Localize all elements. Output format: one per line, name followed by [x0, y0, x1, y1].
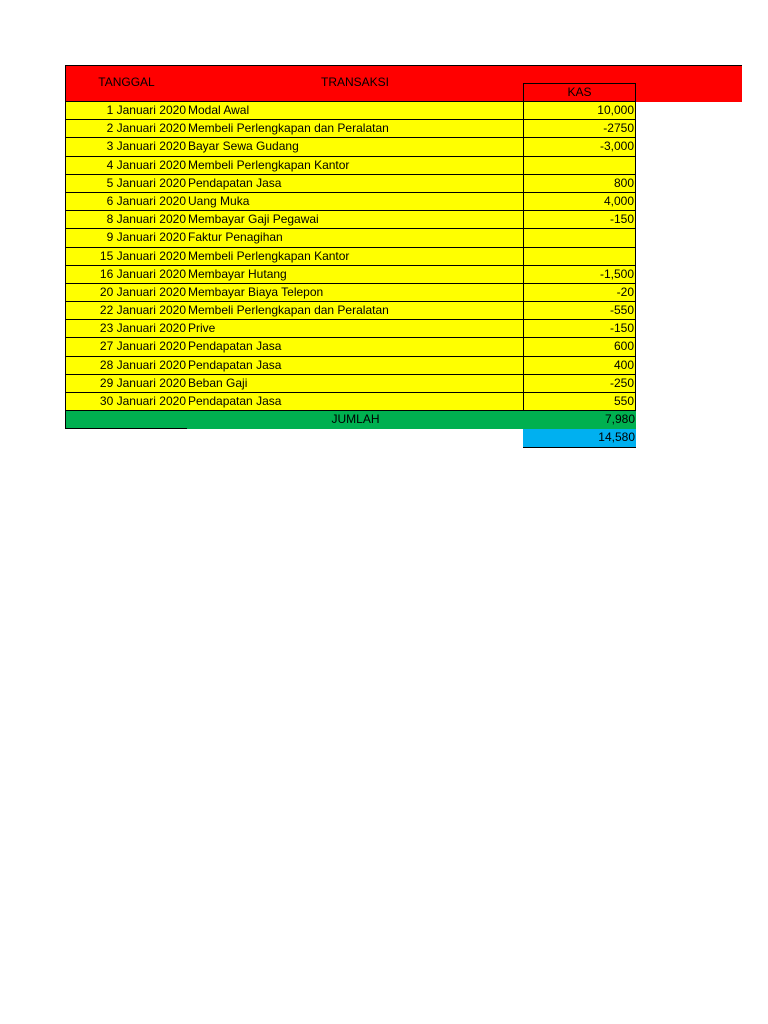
cell-transaksi[interactable]: Beban Gaji: [187, 375, 524, 393]
cell-kas[interactable]: -550: [523, 302, 636, 320]
balance-row: [65, 429, 742, 447]
table-row: [65, 302, 742, 320]
cell-transaksi[interactable]: Prive: [187, 320, 524, 338]
table-row: [65, 266, 742, 284]
cell-tanggal[interactable]: 29 Januari 2020: [65, 375, 188, 393]
cell-kas[interactable]: -150: [523, 320, 636, 338]
cell-tanggal[interactable]: 20 Januari 2020: [65, 284, 188, 302]
table-row: [65, 120, 742, 138]
header-tanggal[interactable]: TANGGAL: [65, 65, 188, 102]
journal-sheet: [65, 65, 742, 448]
table-row: [65, 357, 742, 375]
table-row: [65, 193, 742, 211]
cell-kas[interactable]: -150: [523, 211, 636, 229]
cell-tanggal[interactable]: 8 Januari 2020: [65, 211, 188, 229]
cell-tanggal[interactable]: 16 Januari 2020: [65, 266, 188, 284]
table-row: [65, 375, 742, 393]
cell-tanggal[interactable]: 9 Januari 2020: [65, 229, 188, 247]
cell-transaksi[interactable]: Membayar Gaji Pegawai: [187, 211, 524, 229]
cell-tanggal[interactable]: 4 Januari 2020: [65, 157, 188, 175]
cell-tanggal[interactable]: 3 Januari 2020: [65, 138, 188, 156]
cell-kas[interactable]: 10,000: [523, 102, 636, 120]
cell-transaksi[interactable]: Membeli Perlengkapan Kantor: [187, 157, 524, 175]
cell-transaksi[interactable]: Membeli Perlengkapan dan Peralatan: [187, 302, 524, 320]
cell-transaksi[interactable]: Membayar Biaya Telepon: [187, 284, 524, 302]
table-row: [65, 175, 742, 193]
cell-transaksi[interactable]: Pendapatan Jasa: [187, 175, 524, 193]
cell-tanggal[interactable]: 30 Januari 2020: [65, 393, 188, 411]
cell-kas[interactable]: [523, 248, 636, 266]
table-row: [65, 284, 742, 302]
header-row: [65, 65, 742, 102]
transaction-rows: [65, 102, 742, 411]
cell-tanggal[interactable]: 27 Januari 2020: [65, 338, 188, 356]
cell-tanggal[interactable]: 2 Januari 2020: [65, 120, 188, 138]
cell-tanggal[interactable]: 23 Januari 2020: [65, 320, 188, 338]
balance-value[interactable]: 14,580: [523, 429, 636, 447]
cell-tanggal[interactable]: 22 Januari 2020: [65, 302, 188, 320]
table-row: [65, 229, 742, 247]
cell-tanggal[interactable]: 15 Januari 2020: [65, 248, 188, 266]
table-row: [65, 338, 742, 356]
cell-transaksi[interactable]: Membayar Hutang: [187, 266, 524, 284]
cell-kas[interactable]: 600: [523, 338, 636, 356]
table-row: [65, 138, 742, 156]
cell-transaksi[interactable]: Pendapatan Jasa: [187, 393, 524, 411]
table-row: [65, 211, 742, 229]
cell-kas[interactable]: -250: [523, 375, 636, 393]
cell-transaksi[interactable]: Membeli Perlengkapan Kantor: [187, 248, 524, 266]
cell-kas[interactable]: -1,500: [523, 266, 636, 284]
table-row: [65, 393, 742, 411]
cell-transaksi[interactable]: Pendapatan Jasa: [187, 357, 524, 375]
cell-kas[interactable]: 400: [523, 357, 636, 375]
cell-tanggal[interactable]: 6 Januari 2020: [65, 193, 188, 211]
cell-kas[interactable]: -3,000: [523, 138, 636, 156]
cell-kas[interactable]: 800: [523, 175, 636, 193]
cell-transaksi[interactable]: Pendapatan Jasa: [187, 338, 524, 356]
header-kas[interactable]: KAS: [523, 83, 636, 102]
cell-transaksi[interactable]: Faktur Penagihan: [187, 229, 524, 247]
cell-transaksi[interactable]: Membeli Perlengkapan dan Peralatan: [187, 120, 524, 138]
total-value[interactable]: 7,980: [523, 411, 636, 429]
total-row: [65, 411, 742, 429]
cell-kas[interactable]: 4,000: [523, 193, 636, 211]
cell-kas[interactable]: [523, 229, 636, 247]
cell-kas[interactable]: 550: [523, 393, 636, 411]
cell-transaksi[interactable]: Modal Awal: [187, 102, 524, 120]
table-row: [65, 248, 742, 266]
header-transaksi[interactable]: TRANSAKSI: [187, 65, 524, 102]
total-empty-cell[interactable]: [65, 411, 188, 429]
cell-kas[interactable]: [523, 157, 636, 175]
total-label[interactable]: JUMLAH: [187, 411, 524, 429]
cell-transaksi[interactable]: Uang Muka: [187, 193, 524, 211]
cell-tanggal[interactable]: 1 Januari 2020: [65, 102, 188, 120]
table-row: [65, 320, 742, 338]
cell-tanggal[interactable]: 28 Januari 2020: [65, 357, 188, 375]
table-row: [65, 102, 742, 120]
table-row: [65, 157, 742, 175]
cell-kas[interactable]: -20: [523, 284, 636, 302]
header-kas-top-cell[interactable]: [523, 65, 742, 84]
cell-kas[interactable]: -2750: [523, 120, 636, 138]
cell-transaksi[interactable]: Bayar Sewa Gudang: [187, 138, 524, 156]
cell-tanggal[interactable]: 5 Januari 2020: [65, 175, 188, 193]
